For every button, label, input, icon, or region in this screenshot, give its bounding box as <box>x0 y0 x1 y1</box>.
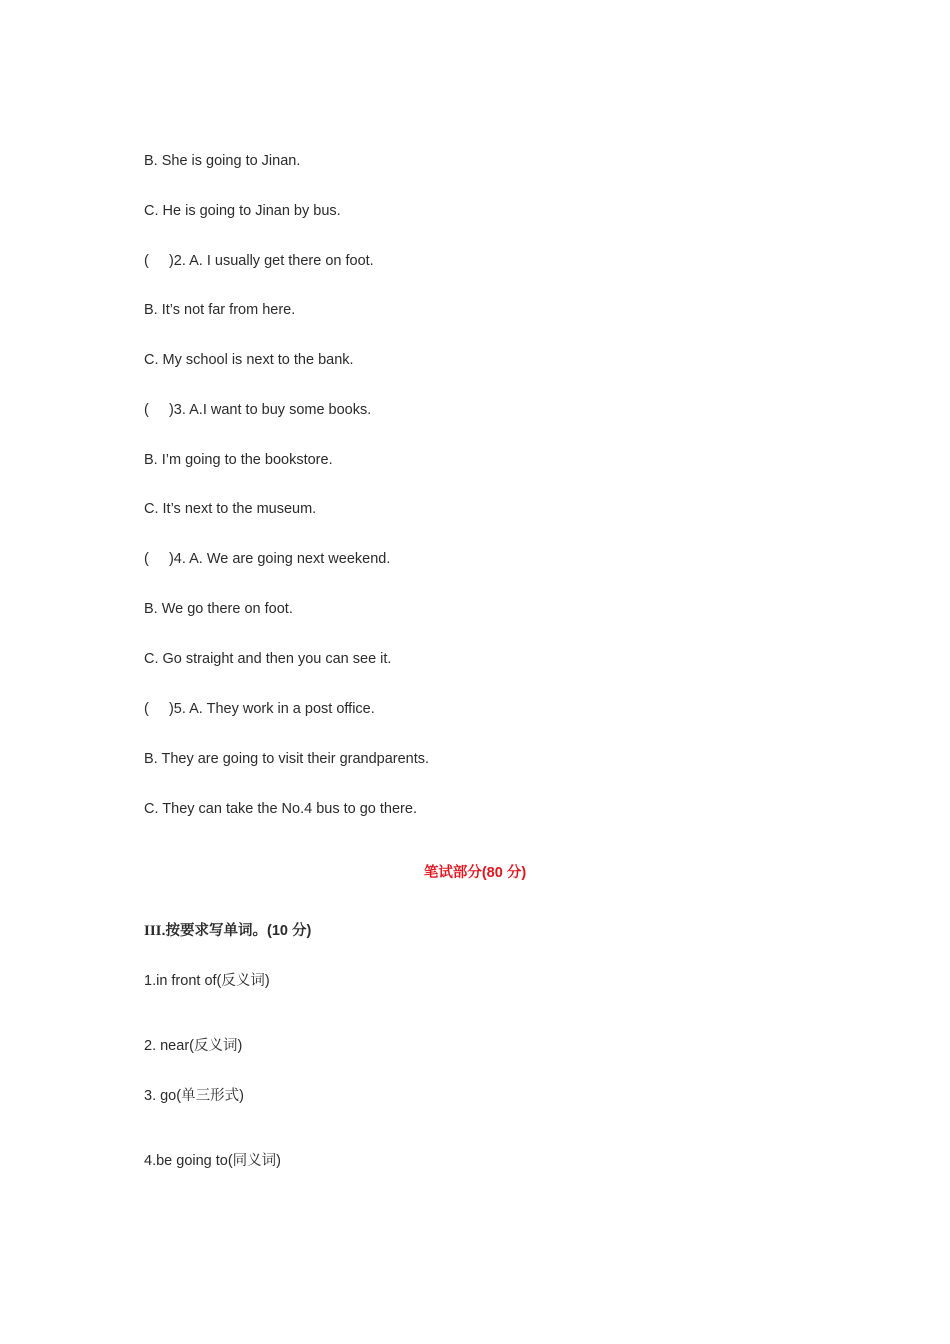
q1-option-c: C. He is going to Jinan by bus. <box>144 203 341 219</box>
q4-stem: ( )4. A. We are going next weekend. <box>144 551 391 567</box>
word-item-1: 1.in front of(反义词) <box>144 973 270 989</box>
q2-stem: ( )2. A. I usually get there on foot. <box>144 253 374 269</box>
section-3-heading <box>144 922 311 940</box>
word-item-3: 3. go(单三形式) <box>144 1088 244 1104</box>
written-section-title: 笔试部分(80 分) <box>423 865 527 881</box>
word-item-2: 2. near(反义词) <box>144 1038 243 1054</box>
q5-option-b: B. They are going to visit their grandparents. <box>144 751 430 767</box>
section-3-numeral: III <box>144 923 162 939</box>
word-item-4: 4.be going to(同义词) <box>144 1153 282 1169</box>
q5-option-c: C. They can take the No.4 bus to go there. <box>144 801 417 817</box>
section-3-text: .按要求写单词。(10 分) <box>161 923 312 939</box>
q2-option-b: B. It’s not far from here. <box>144 302 296 318</box>
q2-option-c: C. My school is next to the bank. <box>144 352 354 368</box>
q3-option-b: B. I’m going to the bookstore. <box>144 452 333 468</box>
q3-stem: ( )3. A.I want to buy some books. <box>144 402 372 418</box>
q4-option-b: B. We go there on foot. <box>144 601 293 617</box>
q4-option-c: C. Go straight and then you can see it. <box>144 651 392 667</box>
q3-option-c: C. It’s next to the museum. <box>144 501 317 517</box>
q5-stem: ( )5. A. They work in a post office. <box>144 701 375 717</box>
q1-option-b: B. She is going to Jinan. <box>144 153 301 169</box>
